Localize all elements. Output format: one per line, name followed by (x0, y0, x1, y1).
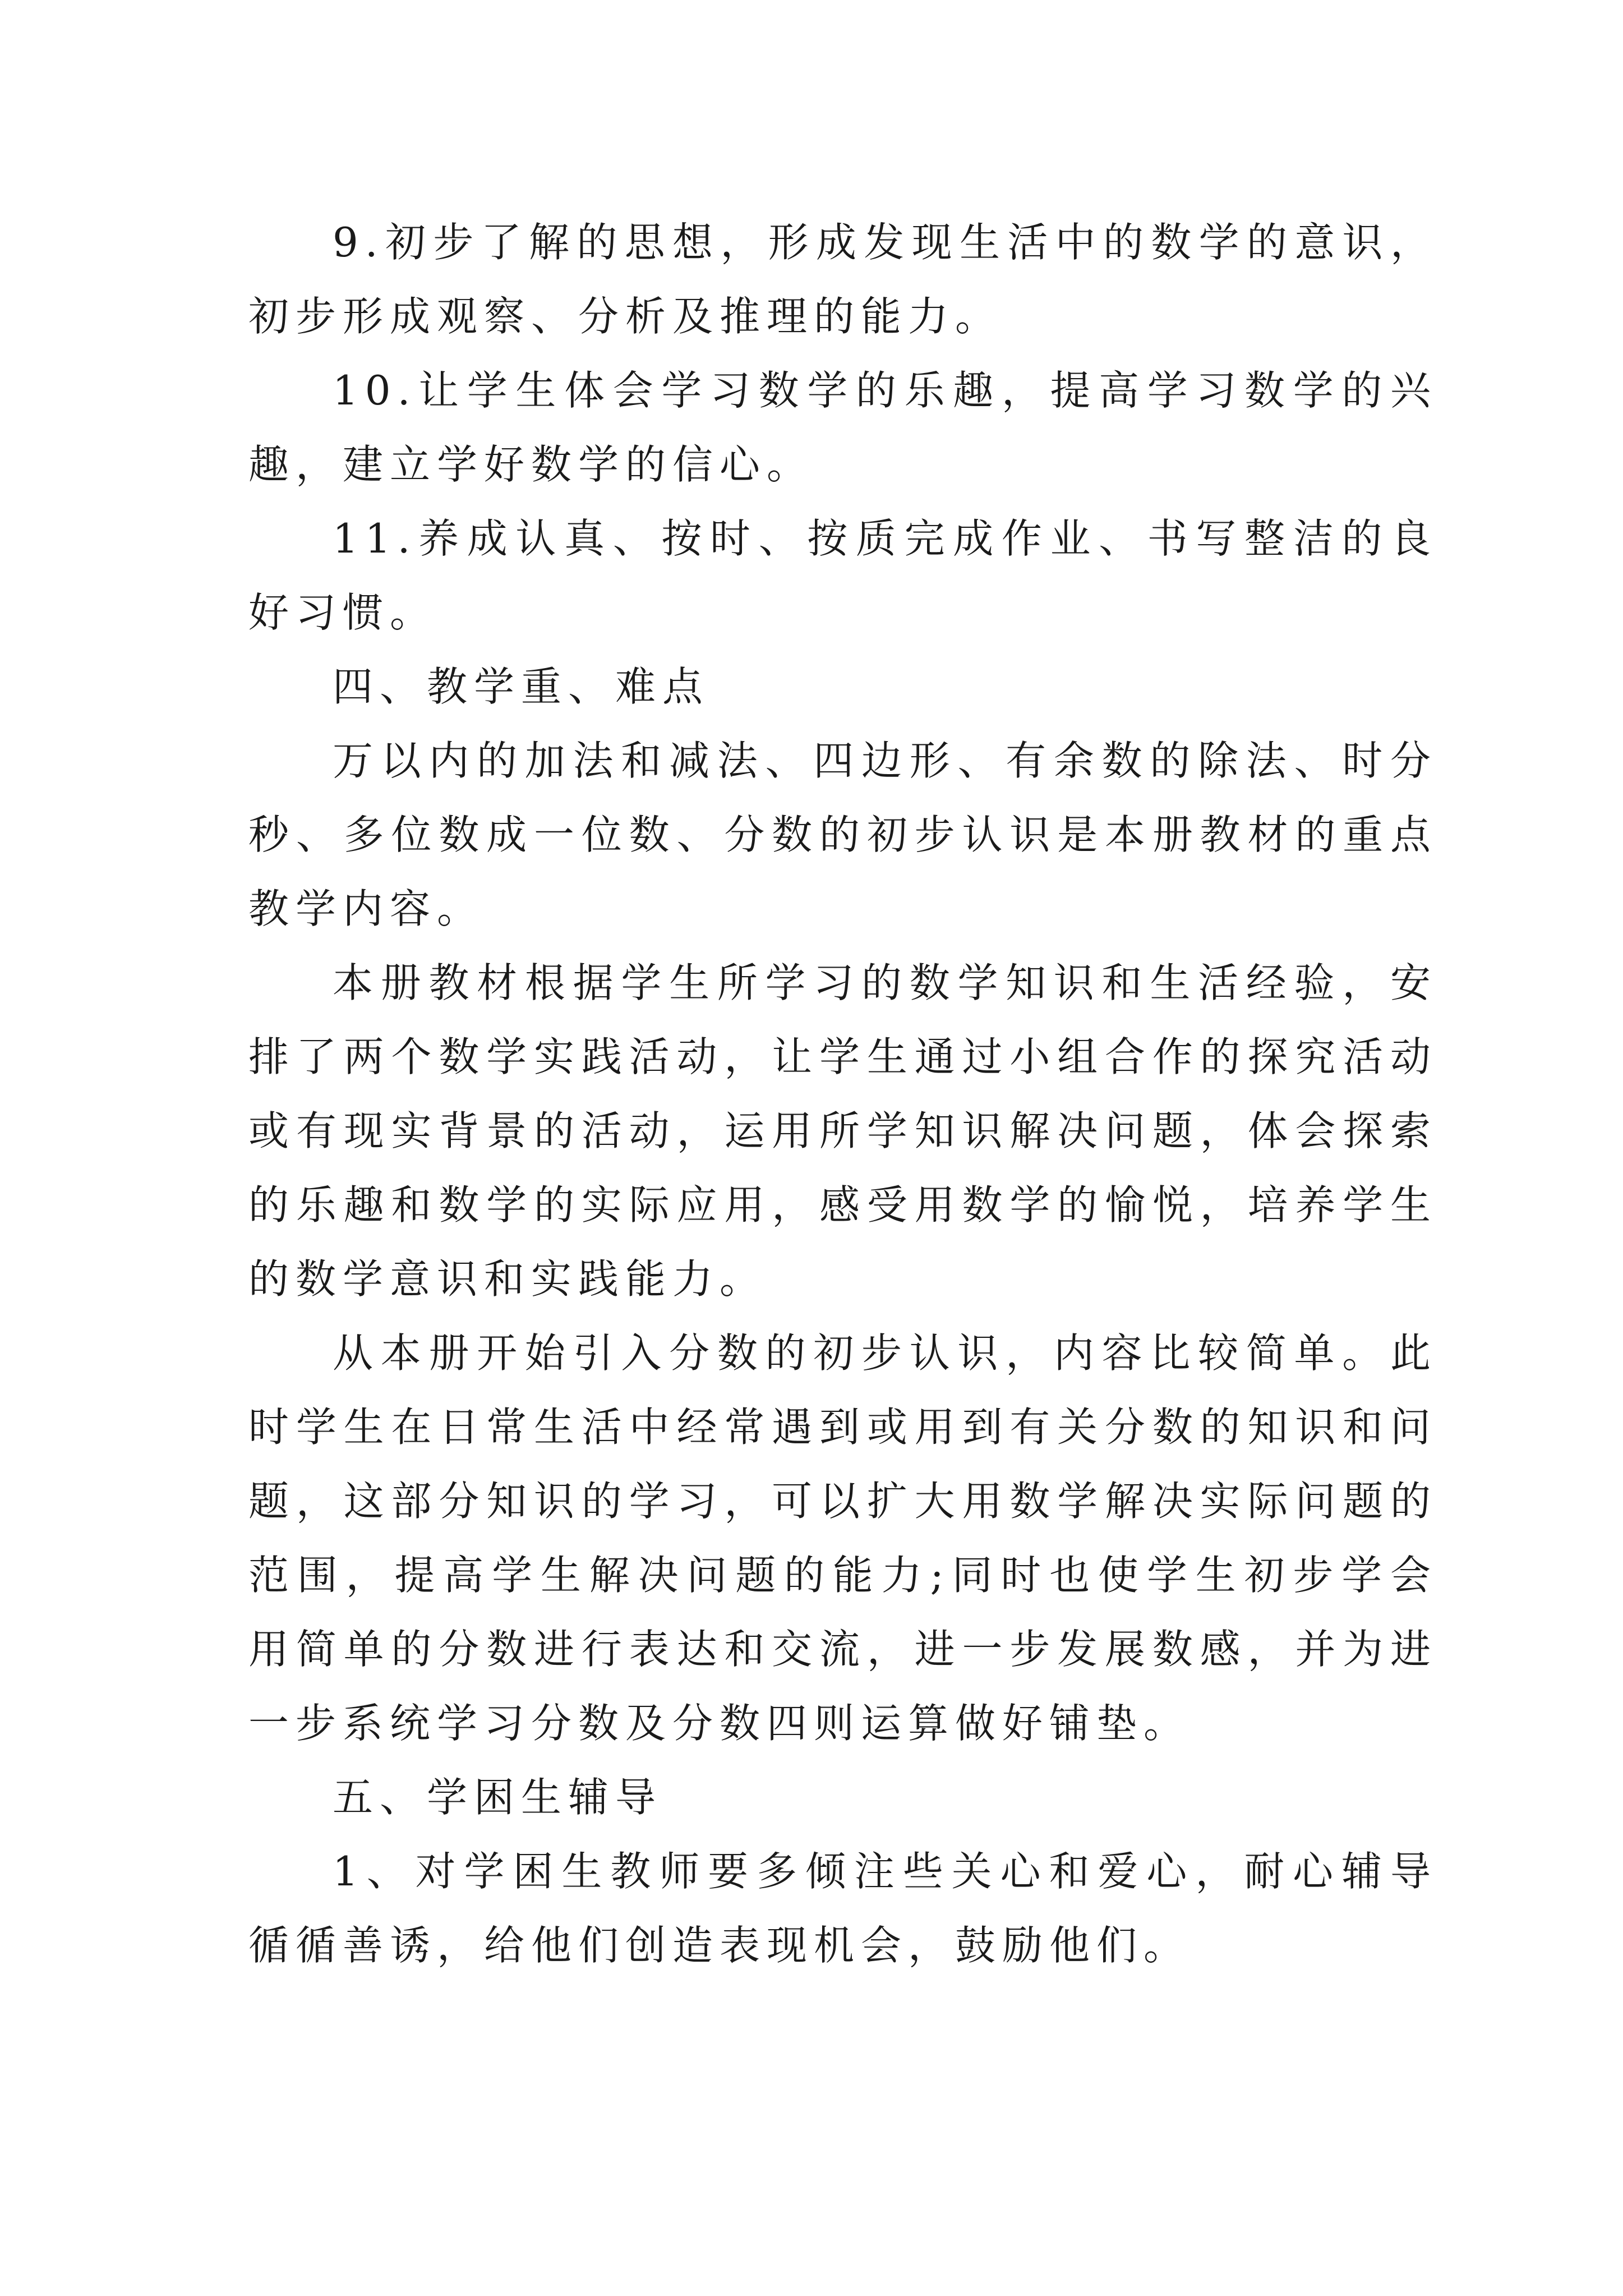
section-heading-tutoring: 五、学困生辅导 (333, 1774, 663, 1821)
goal-item-11: 11.养成认真、按时、按质完成作业、书写整洁的良好习惯。 (248, 515, 1437, 636)
goal-item-10: 10.让学生体会学习数学的乐趣，提高学习数学的兴趣，建立学好数学的信心。 (248, 367, 1437, 488)
goal-item-9: 9.初步了解的思想，形成发现生活中的数学的意识，初步形成观察、分析及推理的能力。 (248, 219, 1437, 340)
key-points-paragraph: 万以内的加法和减法、四边形、有余数的除法、时分秒、多位数成一位数、分数的初步认识是本册教材的重点教学内容。 (248, 737, 1437, 932)
practice-activities-paragraph: 本册教材根据学生所学习的数学知识和生活经验，安排了两个数学实践活动，让学生通过小组合作的探究活动或有现实背景的活动，运用所学知识解决问题，体会探索的乐趣和数学的实际应用，感受用数学的愉悦，培养学生的数学意识和实践能力。 (248, 959, 1437, 1303)
fractions-paragraph: 从本册开始引入分数的初步认识，内容比较简单。此时学生在日常生活中经常遇到或用到有关分数的知识和问题，这部分知识的学习，可以扩大用数学解决实际问题的范围，提高学生解决问题的能力;同时也使学生初步学会用简单的分数进行表达和交流，进一步发展数感，并为进一步系统学习分数及分数四则运算做好铺垫。 (248, 1329, 1437, 1747)
section-heading-key-points: 四、教学重、难点 (333, 663, 710, 710)
tutoring-item-1: 1、对学困生教师要多倾注些关心和爱心，耐心辅导循循善诱，给他们创造表现机会，鼓励他们。 (248, 1848, 1437, 1969)
document-body (248, 205, 1437, 1982)
